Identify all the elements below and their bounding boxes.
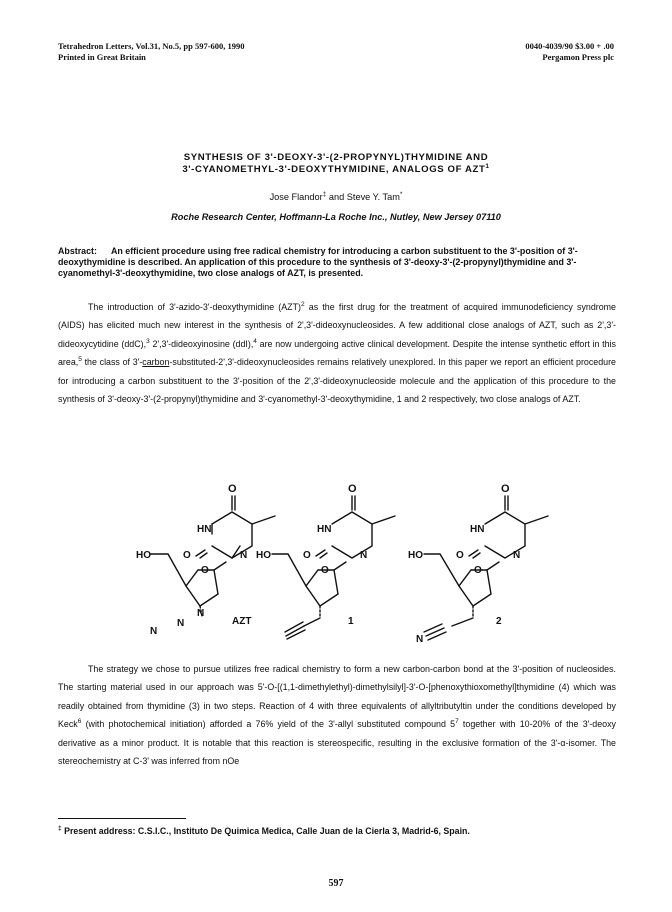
azt-ring-o: O (201, 565, 209, 576)
affiliation: Roche Research Center, Hoffmann-La Roche Inc., Nutley, New Jersey 07110 (171, 212, 501, 222)
ref-5: 5 (78, 356, 82, 364)
title-line-1: SYNTHESIS OF 3'-DEOXY-3'-(2-PROPYNYL)THYMIDINE AND (183, 152, 489, 163)
paper-title (0, 152, 672, 176)
footnote (58, 826, 616, 836)
journal-line: Tetrahedron Letters, Vol.31, No.5, pp 597-600, 1990 (58, 41, 245, 51)
c2-nitrile-n: N (416, 634, 424, 644)
author-1-mark: ‡ (322, 190, 327, 198)
c1-hn: HN (317, 524, 332, 535)
footnote-mark: ‡ (58, 825, 62, 833)
c2-n1: N (513, 550, 521, 561)
p1-underlined-carbon: carbon (142, 357, 170, 368)
c2-carbonyl-o: O (501, 483, 510, 495)
c1-n1: N (360, 550, 368, 561)
p1-text-4: are now undergoing active clinical development. Despite the intense synthetic effort in this area, (58, 338, 616, 368)
azt-o2: O (183, 550, 191, 561)
title-footnote-ref: 1 (485, 162, 490, 170)
p1-text-6: -substituted-2',3'-dideoxynucleosides remains relatively unexplored. In this paper we report an efficient procedure for introducing a carbon substituent to the 3'-position of the 2',3'-dideoxynucleoside molecule and the application of this procedure to the synthesis of 3'-deoxy-3'-(2-propynyl)thymidine and 3'-cyanomethyl-3'-deoxythymidine, 1 and 2 respectively, two close analogs of AZT. (58, 357, 616, 405)
authors-and: and (328, 192, 345, 202)
p1-text-5: the class of 3'- (81, 357, 143, 368)
ref-2: 2 (300, 301, 305, 309)
azt-n-b: N (177, 618, 185, 629)
publisher-line: Pergamon Press plc (542, 52, 614, 62)
strategy-paragraph (58, 660, 616, 770)
c2-ring-o: O (474, 565, 482, 576)
title-line-2-text: 3'-CYANOMETHYL-3'-DEOXYTHYMIDINE, ANALOGS OF AZT (182, 164, 486, 175)
c2-ho: HO (408, 550, 423, 561)
p2-text-2: (with photochemical initiation) afforded a 76% yield of the 3'-allyl substituted compound 5 (81, 719, 456, 730)
azt-n-a: N (197, 608, 205, 619)
chemical-structures-figure (0, 474, 672, 644)
azt-carbonyl-o: O (228, 483, 237, 495)
ref-3: 3 (146, 337, 150, 345)
abstract (58, 246, 616, 279)
label-2: 2 (496, 616, 502, 627)
c1-ho: HO (256, 550, 271, 561)
azt-label: AZT (232, 616, 252, 627)
azt-hn: HN (197, 524, 212, 535)
c1-carbonyl-o: O (348, 483, 357, 495)
intro-paragraph (58, 298, 616, 408)
abstract-text: An efficient procedure using free radical chemistry for introducing a carbon substituent to the 3'-position of 3'-deoxythymidine is described. An application of this procedure to the synthesis of 3'-deoxy-3'-(2-propynyl)thymidine and 3'-cyanomethyl-3'-deoxythymidine, two close analogs of AZT, is presented. (58, 246, 578, 278)
ref-6: 6 (77, 718, 82, 726)
c1-ring-o: O (321, 565, 329, 576)
c2-o2: O (456, 550, 464, 561)
author-2: Steve Y. Tam (346, 192, 400, 202)
footnote-text: Present address: C.S.I.C., Instituto De Quimica Medica, Calle Juan de la Cierla 3, Madrid-6, Spain. (64, 826, 470, 836)
author-2-mark: * (399, 190, 403, 198)
price-line: 0040-4039/90 $3.00 + .00 (525, 41, 614, 51)
p2-text-1: The strategy we chose to pursue utilizes free radical chemistry to form a new carbon-carbon bond at the 3'-position of nucleosides. The starting material used in our approach was 5'-O-[(1,1-dimethylethyl)-dimethylsilyl]-3'-O-[phenoxythioxomethyl]thymidine (4) which was readily obtained from thymidine (3) in two steps. Reaction of 4 with three equivalents of allyltributyltin under the conditions developed by Keck (58, 664, 616, 730)
azt-ho: HO (136, 550, 151, 561)
azt-n1: N (240, 550, 248, 561)
page-number: 597 (328, 878, 344, 889)
abstract-label: Abstract: (58, 246, 97, 256)
azt-n-c: N (150, 626, 158, 637)
footnote-rule (58, 818, 186, 819)
journal-citation (58, 41, 245, 63)
compound-2-structure (424, 496, 548, 640)
compound-1-structure (272, 496, 395, 639)
label-1: 1 (348, 616, 354, 627)
p1-text-1: The introduction of 3'-azido-3'-deoxythymidine (AZT) (88, 302, 301, 312)
c1-o2: O (303, 550, 311, 561)
authors (0, 192, 672, 202)
p1-text-2: as the first drug for the treatment of acquired immunodeficiency syndrome (AIDS) has elicited much new interest in the synthesis of 2',3'-dideoxynucleosides. A few additional close analogs of AZT, such as 2',3'-dideoxycytidine (ddC), (58, 302, 616, 349)
author-1: Jose Flandor (269, 192, 323, 202)
ref-4: 4 (253, 337, 257, 345)
p1-text-3: 2',3'-dideoxyinosine (ddI), (149, 338, 254, 349)
publisher-info (525, 41, 614, 63)
ref-7: 7 (455, 718, 459, 726)
title-line-2 (0, 164, 672, 176)
c2-hn: HN (470, 524, 485, 535)
p2-text-3: together with 10-20% of the 3'-deoxy derivative as a minor product. It is notable that this reaction is stereospecific, resulting in the exclusive formation of the 3'-α-isomer. The stereochemistry at C-3' was inferred from nOe (58, 719, 616, 767)
printed-line: Printed in Great Britain (58, 52, 146, 62)
